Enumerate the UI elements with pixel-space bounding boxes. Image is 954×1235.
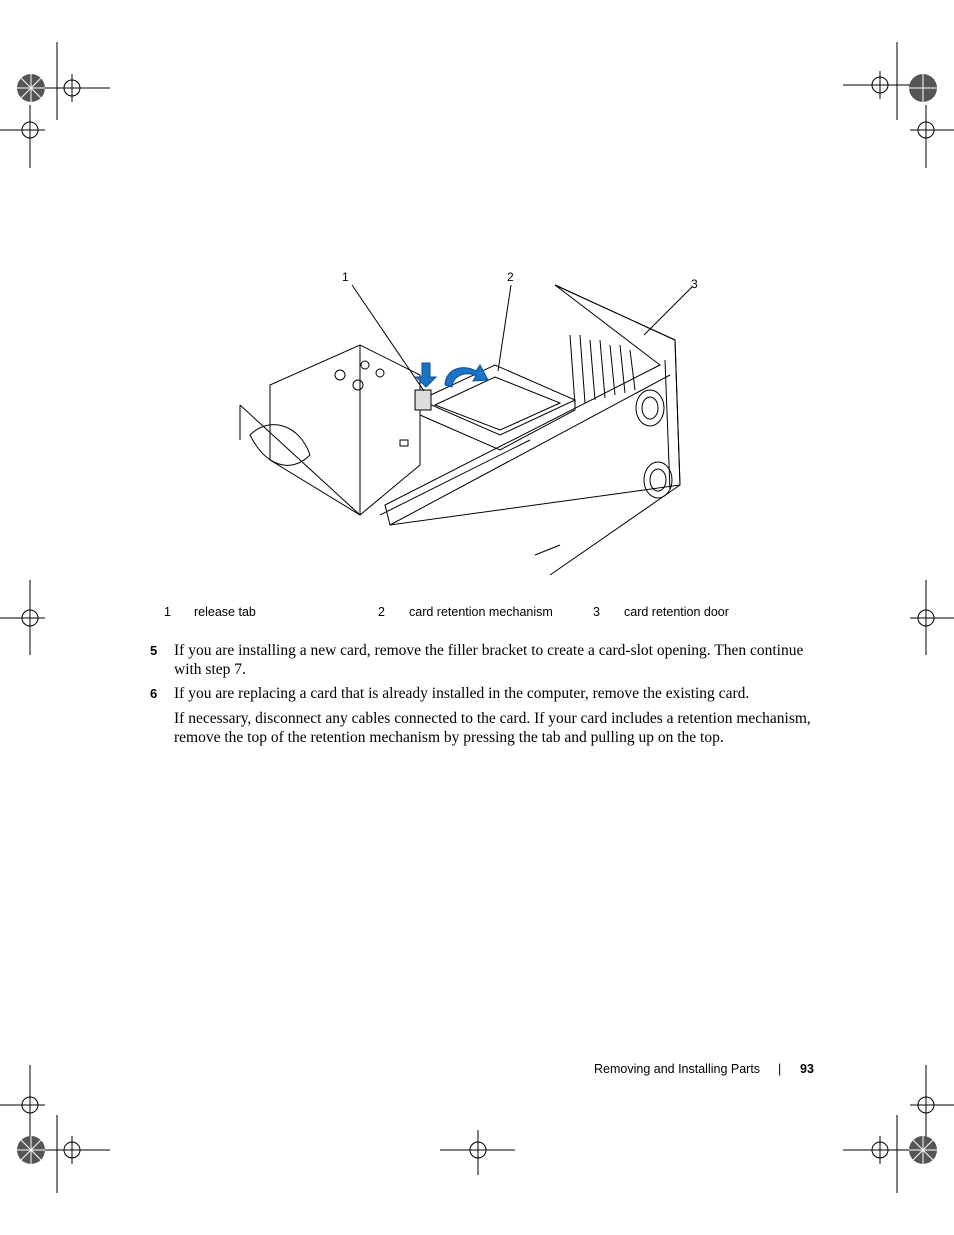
legend-label-3: card retention door — [624, 605, 729, 619]
footer-section-title: Removing and Installing Parts — [594, 1062, 761, 1076]
legend-label-2: card retention mechanism — [409, 605, 553, 619]
footer-separator: | — [778, 1062, 782, 1076]
step-5 — [150, 641, 820, 679]
step-text: If you are replacing a card that is already installed in the computer, remove the existing card. — [174, 685, 750, 702]
callout-2: 2 — [507, 270, 514, 284]
legend-num-3: 3 — [593, 605, 600, 619]
legend-label-1: release tab — [194, 605, 256, 619]
step-note: If necessary, disconnect any cables connected to the card. If your card includes a retention mechanism, remove the top of the retention mechanism by pressing the tab and pulling up on the top. — [174, 710, 811, 746]
step-6-note — [150, 709, 820, 747]
step-6 — [150, 684, 820, 703]
step-number: 5 — [150, 643, 158, 658]
step-number: 6 — [150, 686, 158, 701]
page-number: 93 — [800, 1062, 814, 1076]
legend-num-2: 2 — [378, 605, 385, 619]
callout-3: 3 — [691, 277, 698, 291]
figure-legend — [0, 605, 954, 623]
card-retention-illustration — [230, 265, 710, 585]
page-footer — [0, 1062, 954, 1082]
step-text: If you are installing a new card, remove the filler bracket to create a card-slot opening. Then continue with step 7. — [174, 642, 804, 678]
callout-1: 1 — [342, 270, 349, 284]
legend-num-1: 1 — [164, 605, 171, 619]
